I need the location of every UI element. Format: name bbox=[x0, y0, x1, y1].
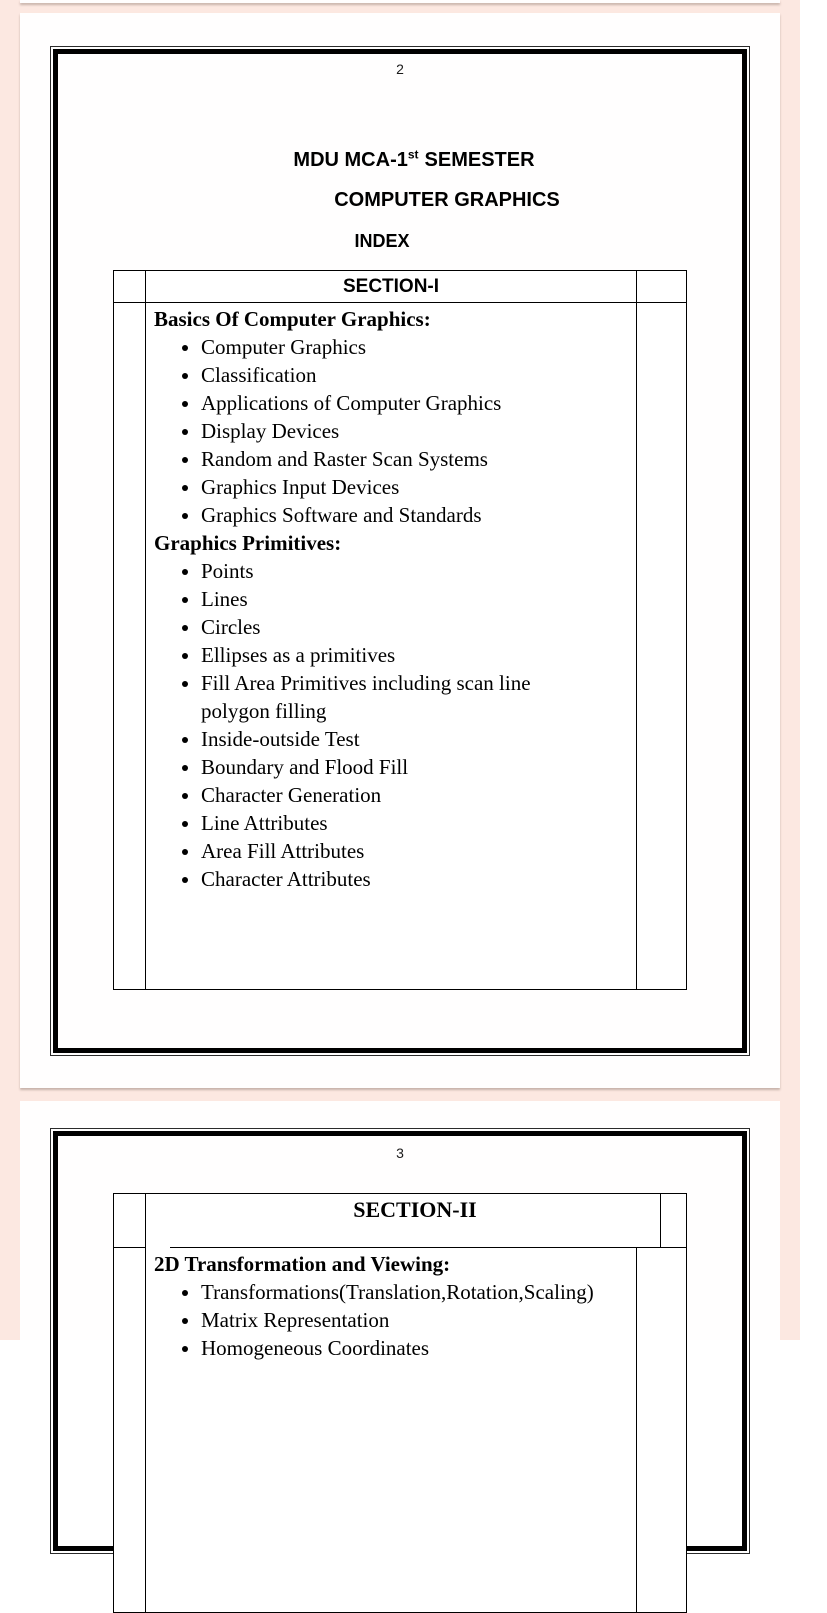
section-1-header: SECTION-I bbox=[146, 271, 637, 303]
index-item: • Boundary and Flood Fill bbox=[201, 753, 579, 781]
index-item: • Display Devices bbox=[201, 417, 579, 445]
section-2-header: SECTION-II bbox=[170, 1194, 661, 1248]
index-table-section-1 bbox=[113, 270, 687, 990]
page-3-number: 3 bbox=[396, 1145, 404, 1161]
index-item: • Lines bbox=[201, 585, 579, 613]
index-item: • Computer Graphics bbox=[201, 333, 579, 361]
table-body-right-cell bbox=[637, 303, 686, 989]
index-item: • Classification bbox=[201, 361, 579, 389]
index-item: • Ellipses as a primitives bbox=[201, 641, 579, 669]
title-ordinal-superscript: st bbox=[407, 147, 419, 162]
topic-group-title: Basics Of Computer Graphics: bbox=[154, 307, 431, 331]
document-title-line-1 bbox=[34, 148, 794, 172]
index-item: • Random and Raster Scan Systems bbox=[201, 445, 579, 473]
table-body-left-cell bbox=[114, 1248, 146, 1612]
table-header-left-cell bbox=[114, 271, 146, 303]
index-item: • Points bbox=[201, 557, 579, 585]
title-semester-rest: SEMESTER bbox=[424, 149, 535, 171]
title-semester-main: MDU MCA-1 bbox=[293, 149, 408, 171]
index-list bbox=[154, 333, 632, 529]
index-item: • Graphics Input Devices bbox=[201, 473, 579, 501]
page-3-sheet bbox=[20, 1101, 780, 1360]
table-header-right-cell bbox=[637, 271, 686, 303]
table-body-right-cell bbox=[637, 1248, 686, 1612]
topic-group-title: 2D Transformation and Viewing: bbox=[154, 1252, 451, 1276]
index-item: • Graphics Software and Standards bbox=[201, 501, 579, 529]
index-item: • Transformations(Translation,Rotation,Scaling) bbox=[201, 1278, 632, 1306]
section-1-content bbox=[146, 303, 637, 989]
index-item: • Fill Area Primitives including scan line polygon filling bbox=[201, 669, 579, 725]
index-item: • Character Attributes bbox=[201, 865, 579, 893]
page-2-number: 2 bbox=[396, 61, 404, 77]
index-list bbox=[154, 1278, 632, 1362]
table-header-left-cell bbox=[114, 1194, 146, 1248]
index-item: • Matrix Representation bbox=[201, 1306, 632, 1334]
topic-group-title: Graphics Primitives: bbox=[154, 531, 342, 555]
document-title-line-3: INDEX bbox=[354, 231, 410, 251]
previous-page-bottom-edge bbox=[20, 0, 780, 3]
index-item: • Inside-outside Test bbox=[201, 725, 579, 753]
document-title-line-2: COMPUTER GRAPHICS bbox=[334, 189, 560, 211]
index-list bbox=[154, 557, 632, 893]
table-body-left-cell bbox=[114, 303, 146, 989]
index-table-section-2 bbox=[113, 1193, 687, 1613]
section-2-content bbox=[146, 1248, 637, 1612]
index-item: • Area Fill Attributes bbox=[201, 837, 579, 865]
index-item: • Line Attributes bbox=[201, 809, 579, 837]
index-item: • Character Generation bbox=[201, 781, 579, 809]
index-item: • Applications of Computer Graphics bbox=[201, 389, 579, 417]
index-item: • Homogeneous Coordinates bbox=[201, 1334, 632, 1362]
page-2-sheet bbox=[20, 13, 780, 1088]
index-item: • Circles bbox=[201, 613, 579, 641]
